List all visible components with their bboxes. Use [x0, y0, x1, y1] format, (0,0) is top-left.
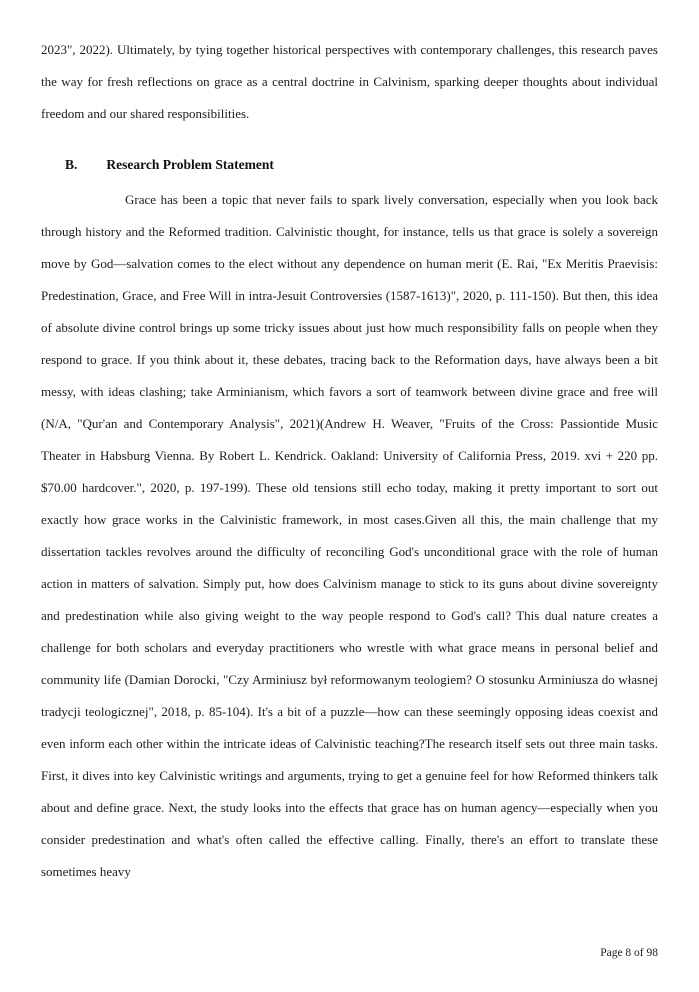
- section-heading-title: Research Problem Statement: [106, 157, 274, 172]
- section-heading-label: B.: [65, 157, 78, 172]
- section-heading: [41, 149, 658, 181]
- paragraph-research-problem: Grace has been a topic that never fails to spark lively conversation, especially when you look back through history and the Reformed tradition. Calvinistic thought, for instance, tells us that grace is solely a sovereign move by God—salvation comes to the elect without any dependence on human merit (E. Rai, "Ex Meritis Praevisis: Predestination, Grace, and Free Will in intra-Jesuit Controversies (1587-1613)", 2020, p. 111-150). But then, this idea of absolute divine control brings up some tricky issues about just how much responsibility falls on people when they respond to grace. If you think about it, these debates, tracing back to the Reformation days, have always been a bit messy, with ideas clashing; take Arminianism, which favors a sort of teamwork between divine grace and free will (N/A, "Qur'an and Contemporary Analysis", 2021)(Andrew H. Weaver, "Fruits of the Cross: Passiontide Music Theater in Habsburg Vienna. By Robert L. Kendrick. Oakland: University of California Press, 2019. xvi + 220 pp. $70.00 hardcover.", 2020, p. 197-199). These old tensions still echo today, making it pretty important to sort out exactly how grace works in the Calvinistic framework, in most cases.Given all this, the main challenge that my dissertation tackles revolves around the difficulty of reconciling God's unconditional grace with the role of human action in matters of salvation. Simply put, how does Calvinism manage to stick to its guns about divine sovereignty and predestination while also giving weight to the way people respond to God's call? This dual nature creates a challenge for both scholars and everyday practitioners who wrestle with what grace means in personal belief and community life (Damian Dorocki, "Czy Arminiusz był reformowanym teologiem? O stosunku Arminiusza do własnej tradycji teologicznej", 2018, p. 85-104). It's a bit of a puzzle—how can these seemingly opposing ideas coexist and even inform each other within the intricate ideas of Calvinistic teaching?The research itself sets out three main tasks. First, it dives into key Calvinistic writings and arguments, trying to get a genuine feel for how Reformed thinkers talk about and define grace. Next, the study looks into the effects that grace has on human agency—especially when you consider predestination and what's often called the effective calling. Finally, there's an effort to translate these sometimes heavy: [41, 192, 658, 879]
- page-number: Page 8 of 98: [600, 947, 658, 959]
- paragraph-intro-continuation: 2023", 2022). Ultimately, by tying together historical perspectives with contemporary challenges, this research paves the way for fresh reflections on grace as a central doctrine in Calvinism, sparking deeper thoughts about individual freedom and our shared responsibilities.: [41, 42, 658, 121]
